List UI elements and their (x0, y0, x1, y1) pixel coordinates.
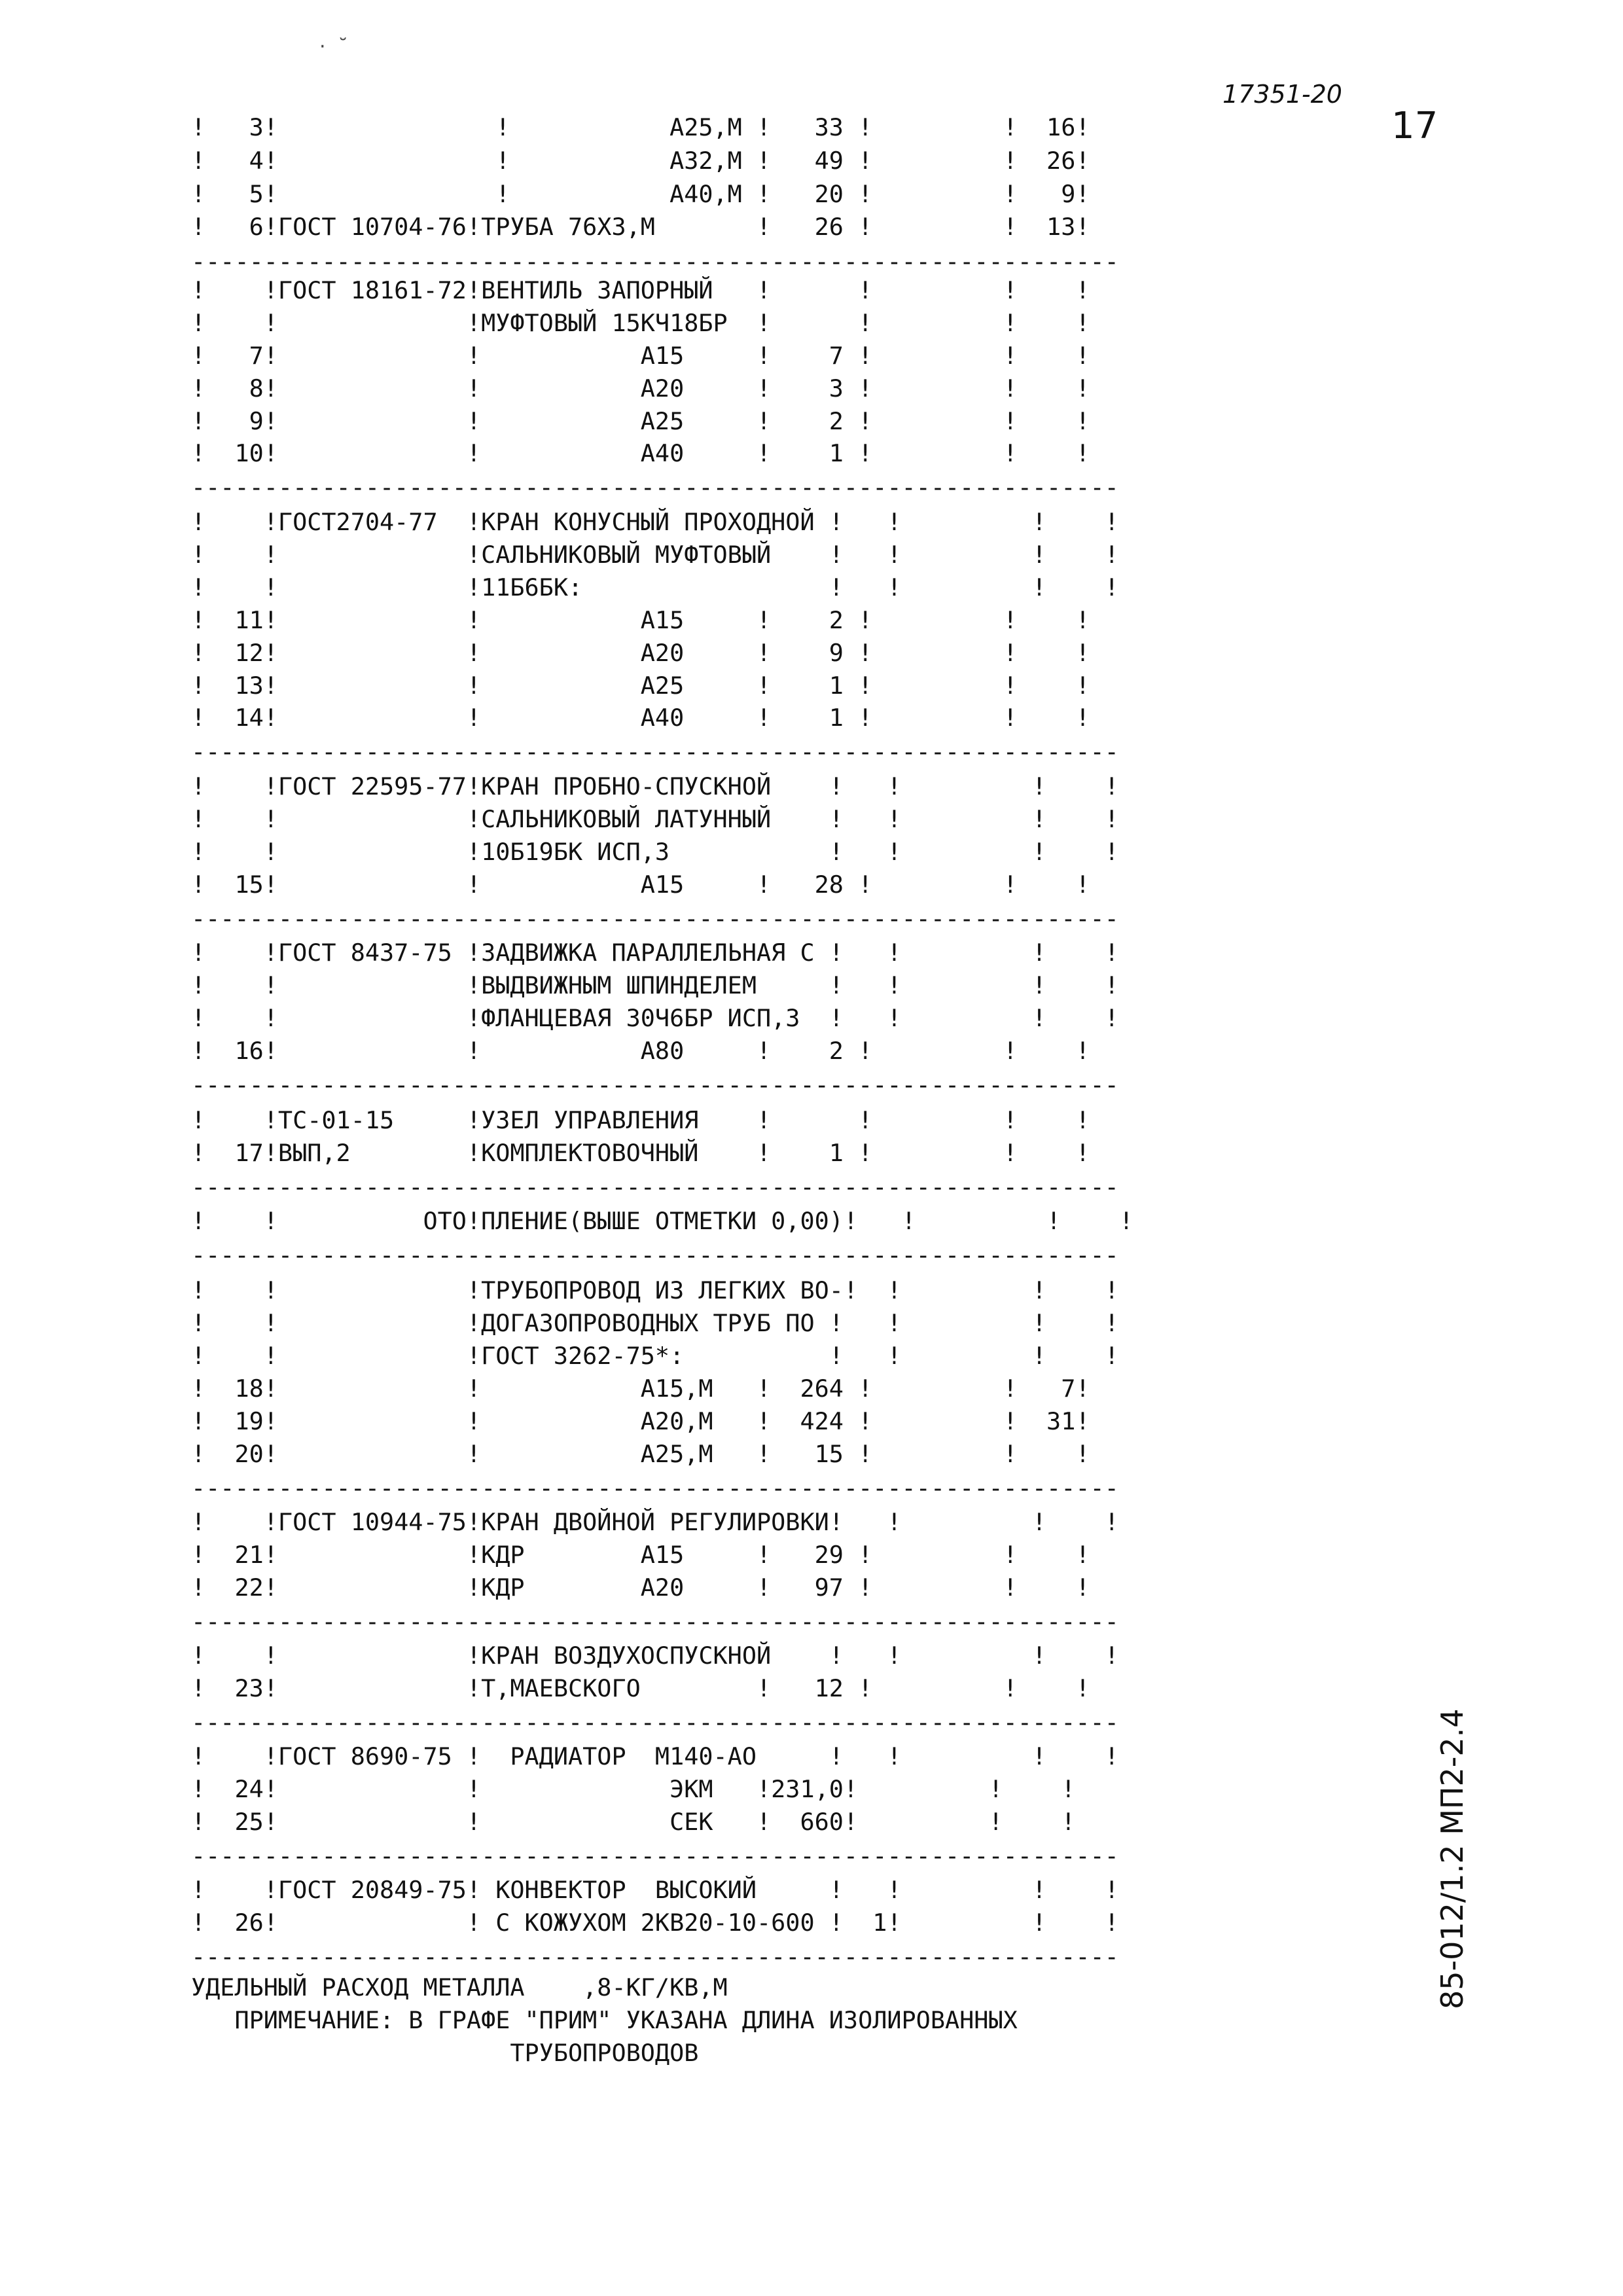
printout-line: ! ! !МУФТОВЫЙ 15КЧ18БР ! ! ! ! (191, 309, 1090, 337)
printout-line: ! 23! !Т,МАЕВСКОГО ! 12 ! ! ! (191, 1674, 1090, 1702)
printout-line: ! 12! ! А20 ! 9 ! ! ! (191, 639, 1090, 667)
printout-line: ! ! !ГОСТ 3262-75*: ! ! ! ! (191, 1342, 1119, 1370)
printout-line: ! 13! ! А25 ! 1 ! ! ! (191, 672, 1090, 700)
printout-line: ! ! !КРАН ВОЗДУХОСПУСКНОЙ ! ! ! ! (191, 1641, 1119, 1670)
printout-line: ! ! ОТО!ПЛЕНИЕ(ВЫШЕ ОТМЕТКИ 0,00)! ! ! ! (191, 1207, 1133, 1235)
printout-line: ---------------------------------------------------------------- (191, 1607, 1119, 1636)
printout-line: ПРИМЕЧАНИЕ: В ГРАФЕ "ПРИМ" УКАЗАНА ДЛИНА ИЗОЛИРОВАННЫХ (191, 2006, 1018, 2034)
printout-line: ! !ГОСТ 22595-77!КРАН ПРОБНО-СПУСКНОЙ ! ! ! ! (191, 772, 1119, 800)
page-corner-marks: · ˘ (319, 35, 348, 58)
printout-line: ! 18! ! А15,М ! 264 ! ! 7! (191, 1374, 1090, 1403)
printout-line: ---------------------------------------------------------------- (191, 1708, 1119, 1736)
printout-line: ! 10! ! А40 ! 1 ! ! ! (191, 439, 1090, 467)
printout-line: ! !ГОСТ 8437-75 !ЗАДВИЖКА ПАРАЛЛЕЛЬНАЯ С ! ! ! ! (191, 939, 1119, 967)
printout-line: ! !ГОСТ 10944-75!КРАН ДВОЙНОЙ РЕГУЛИРОВКИ! ! ! ! (191, 1508, 1119, 1536)
printout-line: ! ! !ВЫДВИЖНЫМ ШПИНДЕЛЕМ ! ! ! ! (191, 971, 1119, 999)
printout-line: ! !ГОСТ2704-77 !КРАН КОНУСНЫЙ ПРОХОДНОЙ ! ! ! ! (191, 508, 1119, 536)
printout-line: ! 4! ! А32,М ! 49 ! ! 26! (191, 147, 1090, 175)
printout-line: ! 14! ! А40 ! 1 ! ! ! (191, 704, 1090, 732)
printout-line: ! 15! ! А15 ! 28 ! ! ! (191, 870, 1090, 899)
printout-line: ! ! !10Б19БК ИСП,3 ! ! ! ! (191, 838, 1119, 866)
printout-line: ! 22! !КДР А20 ! 97 ! ! ! (191, 1573, 1090, 1602)
printout-line: ! 17!ВЫП,2 !КОМПЛЕКТОВОЧНЫЙ ! 1 ! ! ! (191, 1139, 1090, 1167)
printout-line: ! 8! ! А20 ! 3 ! ! ! (191, 374, 1090, 403)
printout-line: ! 5! ! А40,М ! 20 ! ! 9! (191, 180, 1090, 208)
printout-line: ! ! !ТРУБОПРОВОД ИЗ ЛЕГКИХ ВО-! ! ! ! (191, 1276, 1119, 1304)
printout-line: ---------------------------------------------------------------- (191, 738, 1119, 766)
printout-line: ---------------------------------------------------------------- (191, 1071, 1119, 1099)
printout-line: ! 7! ! А15 ! 7 ! ! ! (191, 342, 1090, 370)
printout-line: ---------------------------------------------------------------- (191, 1842, 1119, 1870)
printout-line: ! 6!ГОСТ 10704-76!ТРУБА 76Х3,М ! 26 ! ! 13! (191, 213, 1090, 241)
printout-line: ---------------------------------------------------------------- (191, 1943, 1119, 1971)
side-stamp: 85-012/1.2 МП2-2.4 (1435, 1708, 1470, 2009)
printout-line: ! 3! ! А25,М ! 33 ! ! 16! (191, 113, 1090, 141)
printout-line: ! 26! ! С КОЖУХОМ 2КВ20-10-600 ! 1! ! ! (191, 1909, 1119, 1937)
printout-line: ! 9! ! А25 ! 2 ! ! ! (191, 407, 1090, 435)
printout-line: ! !ГОСТ 20849-75! КОНВЕКТОР ВЫСОКИЙ ! ! ! ! (191, 1876, 1119, 1904)
printout-line: ---------------------------------------------------------------- (191, 905, 1119, 933)
printout-line: ! ! !САЛЬНИКОВЫЙ МУФТОВЫЙ ! ! ! ! (191, 541, 1119, 569)
printout-line: ---------------------------------------------------------------- (191, 1173, 1119, 1201)
printout-line: ! 24! ! ЭКМ !231,0! ! ! (191, 1775, 1076, 1803)
printout-line: ! !ТС-01-15 !УЗЕЛ УПРАВЛЕНИЯ ! ! ! ! (191, 1106, 1090, 1134)
printout-line: ! 11! ! А15 ! 2 ! ! ! (191, 606, 1090, 634)
printout-line: ! !ГОСТ 18161-72!ВЕНТИЛЬ ЗАПОРНЫЙ ! ! ! ! (191, 276, 1090, 304)
printout-line: ! 16! ! А80 ! 2 ! ! ! (191, 1037, 1090, 1065)
printout-line: ! 19! ! А20,М ! 424 ! ! 31! (191, 1407, 1090, 1435)
printout-line: ! ! !САЛЬНИКОВЫЙ ЛАТУННЫЙ ! ! ! ! (191, 805, 1119, 833)
printout-line: УДЕЛЬНЫЙ РАСХОД МЕТАЛЛА ,8-КГ/КВ,М (191, 1973, 728, 2001)
printout-line: ---------------------------------------------------------------- (191, 247, 1119, 276)
printout-line: ! 20! ! А25,М ! 15 ! ! ! (191, 1440, 1090, 1468)
printout-line: ТРУБОПРОВОДОВ (191, 2039, 699, 2067)
printout-line: ! ! !ФЛАНЦЕВАЯ 30Ч6БР ИСП,3 ! ! ! ! (191, 1004, 1119, 1032)
document-code: 17351-20 (1222, 80, 1342, 109)
printout-line: ! 25! ! СЕК ! 660! ! ! (191, 1808, 1076, 1836)
printout-line: ! ! !11Б6БК: ! ! ! ! (191, 573, 1119, 601)
printout-line: ! ! !ДОГАЗОПРОВОДНЫХ ТРУБ ПО ! ! ! ! (191, 1309, 1119, 1337)
printout-line: ---------------------------------------------------------------- (191, 1474, 1119, 1502)
page-number: 17 (1391, 105, 1438, 147)
printout-line: ---------------------------------------------------------------- (191, 1241, 1119, 1269)
printout-line: ! !ГОСТ 8690-75 ! РАДИАТОР М140-АО ! ! ! ! (191, 1742, 1119, 1770)
printout-line: ! 21! !КДР А15 ! 29 ! ! ! (191, 1541, 1090, 1569)
printout-line: ---------------------------------------------------------------- (191, 473, 1119, 501)
